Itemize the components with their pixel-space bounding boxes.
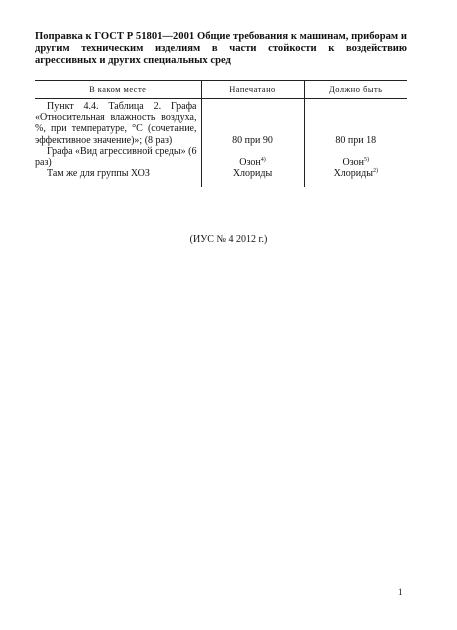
table-row <box>35 101 407 146</box>
should-be-value: 80 при 18 <box>335 134 377 146</box>
place-text: Графа «Вид агрессивной среды» (6 раз) <box>35 145 197 169</box>
printed-value: Хлориды <box>232 168 273 180</box>
document-title: Поправка к ГОСТ Р 51801—2001 Общие требования к машинам, приборам и другим техническим изделиям в части стойкости к воздействию агрессивных и других специальных сред <box>35 31 407 66</box>
table-cell-should-be <box>304 101 407 146</box>
table-cell-place <box>35 168 201 179</box>
table-row <box>35 168 407 179</box>
correction-table <box>35 80 407 187</box>
table-cell-printed <box>201 146 304 168</box>
footnote-mark: 2) <box>372 168 378 175</box>
table-cell-place <box>35 146 201 168</box>
place-text: Там же для группы ХОЗ <box>47 168 150 180</box>
table-cell-place <box>35 101 201 146</box>
column-header-place: В каком месте <box>35 81 201 99</box>
footnote-mark: 4) <box>260 157 266 164</box>
table-cell-should-be <box>304 146 407 168</box>
footnote-mark: 5) <box>363 157 369 164</box>
page-number: 1 <box>398 587 403 597</box>
source-note: (ИУС № 4 2012 г.) <box>189 234 268 245</box>
table-cell-should-be <box>304 168 407 179</box>
table-row <box>35 146 407 168</box>
should-be-value: Хлориды <box>333 168 373 180</box>
table-header-row <box>35 81 407 99</box>
printed-value: 80 при 90 <box>232 134 273 146</box>
column-header-printed: Напечатано <box>201 81 304 99</box>
correction-table-wrapper <box>35 80 407 187</box>
table-cell-printed <box>201 101 304 146</box>
table-cell-printed <box>201 168 304 179</box>
column-header-should-be: Должно быть <box>304 81 407 99</box>
place-text: Пункт 4.4. Таблица 2. Графа «Относительная влажность воздуха, %, при температуре, °С (сочетание, эффективное значение)»; (8 раз) <box>35 101 197 146</box>
should-be-value: Озон <box>342 157 364 169</box>
printed-value: Озон <box>239 157 261 169</box>
